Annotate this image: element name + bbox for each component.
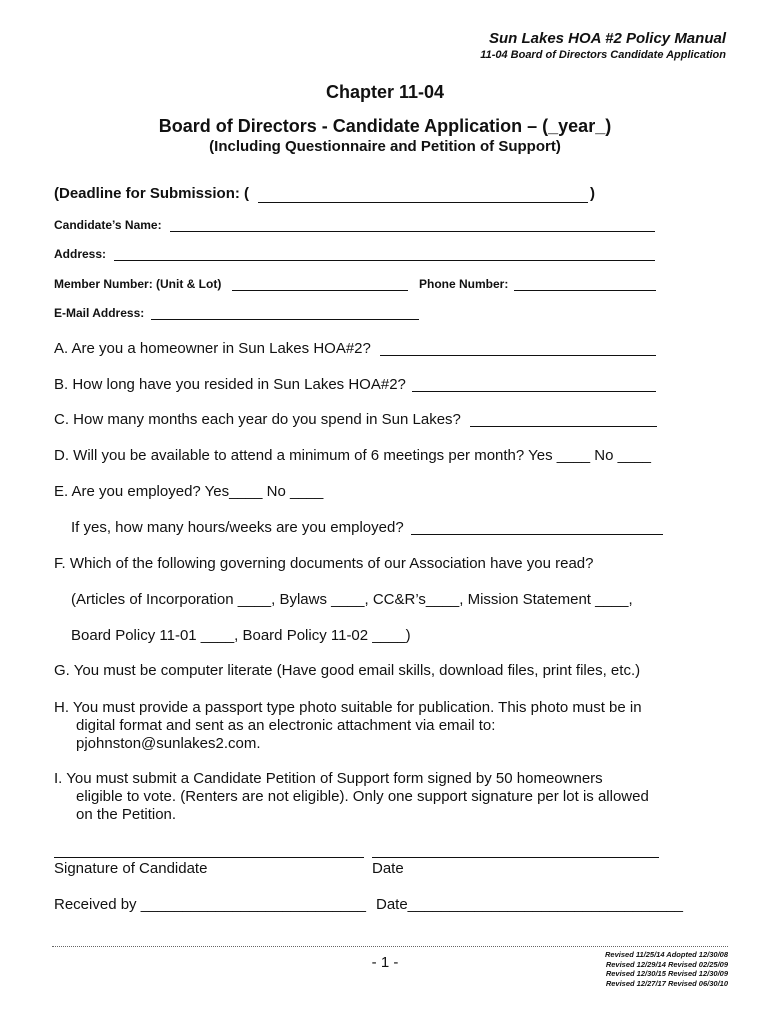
question-b-answer[interactable]: [412, 391, 656, 392]
requirement-h: [54, 699, 642, 753]
requirement-h-email: pjohnston@sunlakes2.com.: [76, 735, 261, 752]
address-field[interactable]: [114, 260, 655, 261]
question-f-documents-2: Board Policy 11-01 ____, Board Policy 11-02 ____): [71, 627, 411, 644]
deadline-field[interactable]: [258, 202, 588, 203]
email-label: E-Mail Address:: [54, 306, 145, 320]
question-a: A. Are you a homeowner in Sun Lakes HOA#2?: [54, 340, 371, 357]
question-d: D. Will you be available to attend a minimum of 6 meetings per month? Yes ____ No ____: [54, 447, 652, 464]
phone-label: Phone Number:: [419, 277, 509, 291]
signature-line[interactable]: [54, 857, 364, 858]
question-e: E. Are you employed? Yes____ No ____: [54, 483, 324, 500]
requirement-h-line-1: H. You must provide a passport type photo suitable for publication. This photo must be in: [54, 699, 642, 716]
question-f-documents-1: (Articles of Incorporation ____, Bylaws ____, CC&R’s____, Mission Statement ____,: [71, 591, 633, 608]
address-label: Address:: [54, 247, 107, 261]
requirement-i-line-1: I. You must submit a Candidate Petition of Support form signed by 50 homeowners: [54, 770, 603, 787]
page-title: Board of Directors - Candidate Application – (_year_): [158, 116, 612, 136]
question-c: C. How many months each year do you spend in Sun Lakes?: [54, 411, 461, 428]
signature-date-line[interactable]: [372, 857, 659, 858]
revision-line: Revised 12/27/17 Revised 06/30/10: [605, 978, 728, 988]
signature-date-label: Date: [372, 860, 404, 877]
received-date-label: Date_________________________________: [376, 896, 683, 913]
revision-history: [605, 950, 728, 988]
footer-divider: [52, 946, 728, 947]
deadline-label: (Deadline for Submission: (: [54, 185, 250, 202]
question-b: B. How long have you resided in Sun Lakes HOA#2?: [54, 376, 406, 393]
phone-field[interactable]: [514, 290, 656, 291]
manual-title: Sun Lakes HOA #2 Policy Manual: [488, 30, 726, 47]
requirement-g: G. You must be computer literate (Have good email skills, download files, print files, etc.): [54, 662, 641, 679]
member-number-label: Member Number: (Unit & Lot): [54, 277, 222, 291]
deadline-close: ): [590, 185, 595, 202]
question-e-followup: If yes, how many hours/weeks are you employed?: [71, 519, 404, 536]
received-by-label: Received by ___________________________: [54, 896, 366, 913]
requirement-h-line-2: digital format and sent as an electronic attachment via email to:: [76, 717, 496, 734]
email-field[interactable]: [151, 319, 419, 320]
page-number: - 1 -: [371, 954, 399, 971]
page-subtitle: (Including Questionnaire and Petition of Support): [209, 138, 561, 155]
question-e-followup-answer[interactable]: [411, 534, 663, 535]
section-title: 11-04 Board of Directors Candidate Application: [480, 49, 726, 61]
candidate-name-label: Candidate’s Name:: [54, 218, 162, 232]
revision-line: Revised 12/29/14 Revised 02/25/09: [605, 959, 728, 969]
question-c-answer[interactable]: [470, 426, 657, 427]
member-number-field[interactable]: [232, 290, 408, 291]
question-f: F. Which of the following governing documents of our Association have you read?: [54, 555, 594, 572]
question-a-answer[interactable]: [380, 355, 656, 356]
chapter-heading: Chapter 11-04: [325, 82, 445, 102]
requirement-i-line-2: eligible to vote. (Renters are not eligible). Only one support signature per lot is allowed: [76, 788, 649, 805]
candidate-name-field[interactable]: [170, 231, 655, 232]
requirement-i: [54, 770, 649, 824]
signature-label: Signature of Candidate: [54, 860, 208, 877]
requirement-i-line-3: on the Petition.: [76, 806, 177, 823]
revision-line: Revised 11/25/14 Adopted 12/30/08: [605, 950, 728, 959]
revision-line: Revised 12/30/15 Revised 12/30/09: [605, 969, 728, 978]
